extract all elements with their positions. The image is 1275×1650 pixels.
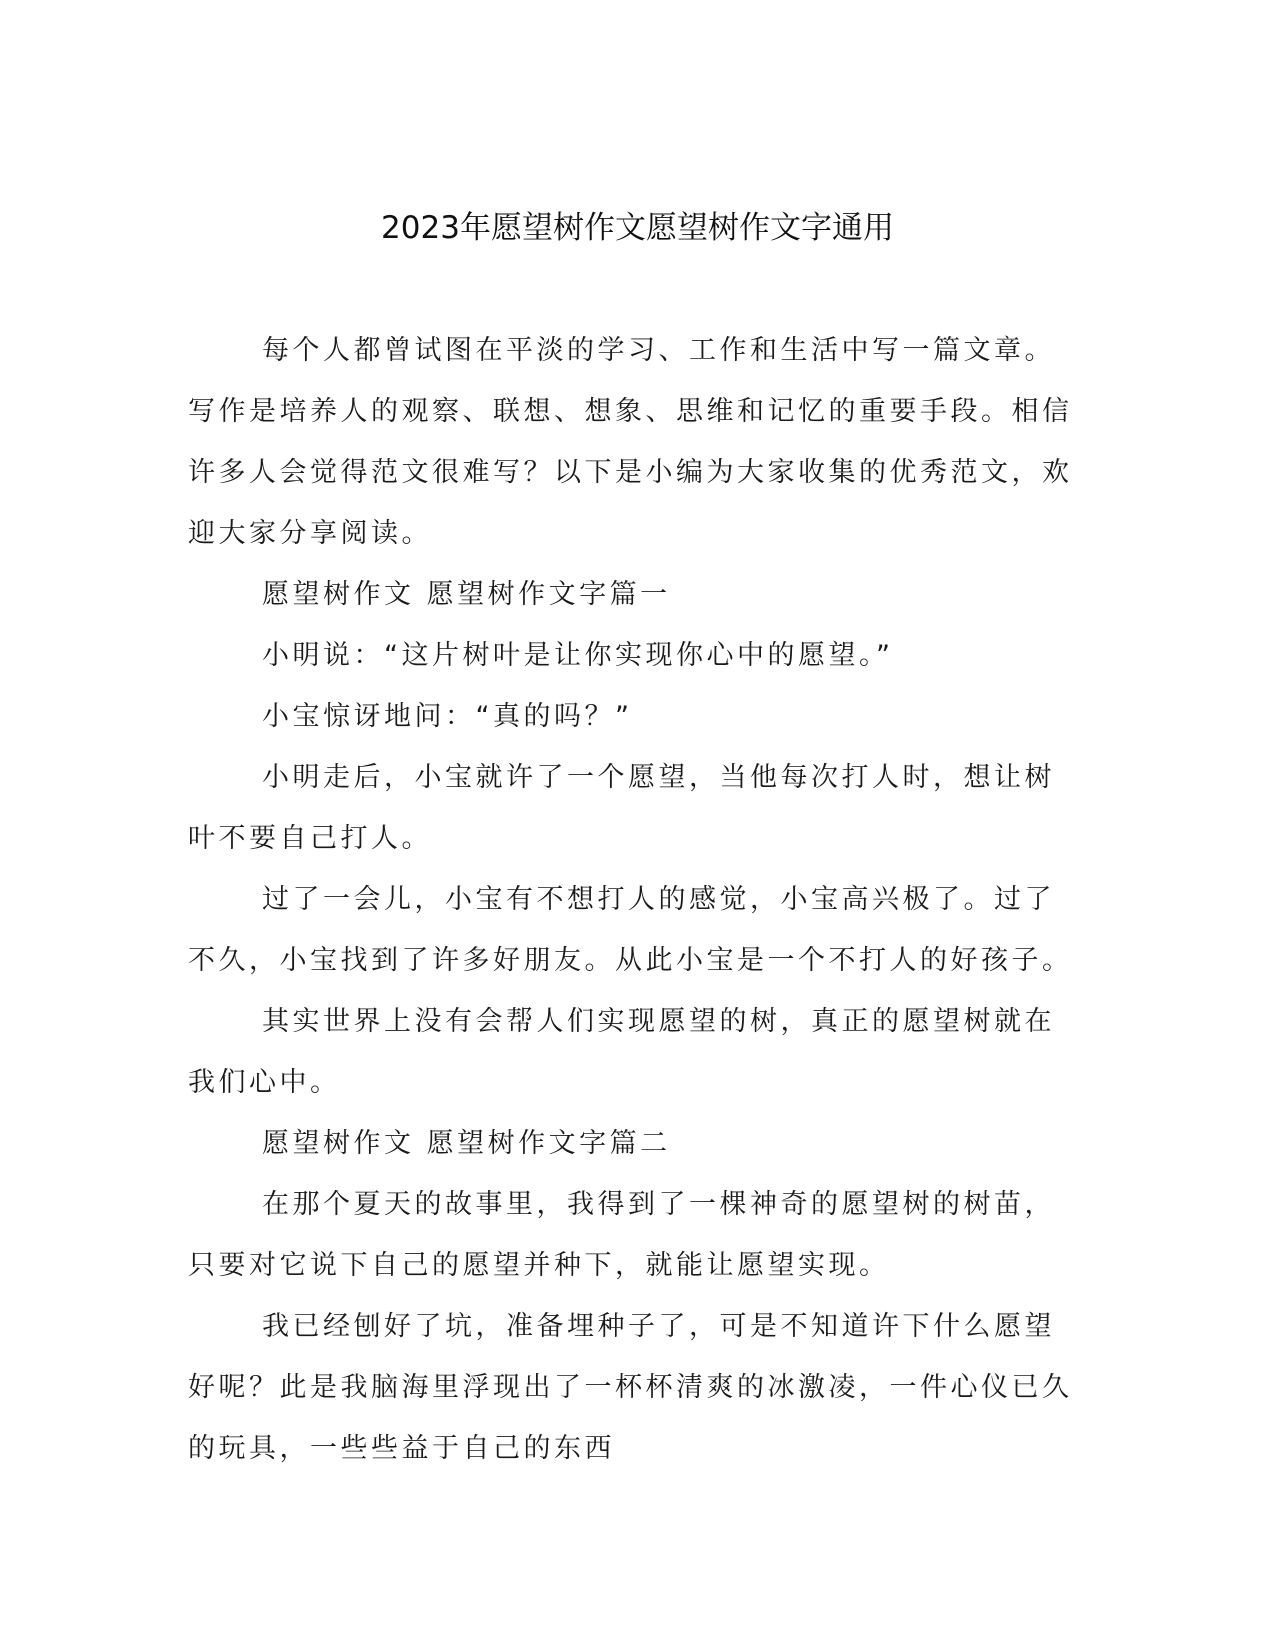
section-heading-1: 愿望树作文 愿望树作文字篇一 — [262, 579, 671, 610]
paragraph: 过了一会儿，小宝有不想打人的感觉，小宝高兴极了。过了不久，小宝找到了许多好朋友。从此小宝是一个不打人的好孩子。 — [188, 884, 1073, 976]
section-heading-2: 愿望树作文 愿望树作文字篇二 — [262, 1128, 671, 1159]
paragraph: 在那个夏天的故事里，我得到了一棵神奇的愿望树的树苗，只要对它说下自己的愿望并种下，就能让愿望实现。 — [188, 1189, 1055, 1281]
paragraph-intro: 每个人都曾试图在平淡的学习、工作和生活中写一篇文章。写作是培养人的观察、联想、想象、思维和记忆的重要手段。相信许多人会觉得范文很难写？以下是小编为大家收集的优秀范文，欢迎大家分享阅读。 — [188, 335, 1073, 549]
document-title: 2023年愿望树作文愿望树作文字通用 — [381, 210, 894, 246]
document-body — [188, 320, 1078, 1479]
paragraph: 小明说：“这片树叶是让你实现你心中的愿望。” — [262, 640, 894, 671]
paragraph: 其实世界上没有会帮人们实现愿望的树，真正的愿望树就在我们心中。 — [188, 1006, 1055, 1098]
paragraph: 我已经刨好了坑，准备埋种子了，可是不知道许下什么愿望好呢？此是我脑海里浮现出了一杯杯清爽的冰激凌，一件心仪已久的玩具，一些些益于自己的东西 — [188, 1311, 1073, 1464]
paragraph: 小明走后，小宝就许了一个愿望，当他每次打人时，想让树叶不要自己打人。 — [188, 762, 1055, 854]
paragraph: 小宝惊讶地问：“真的吗？” — [262, 701, 633, 732]
